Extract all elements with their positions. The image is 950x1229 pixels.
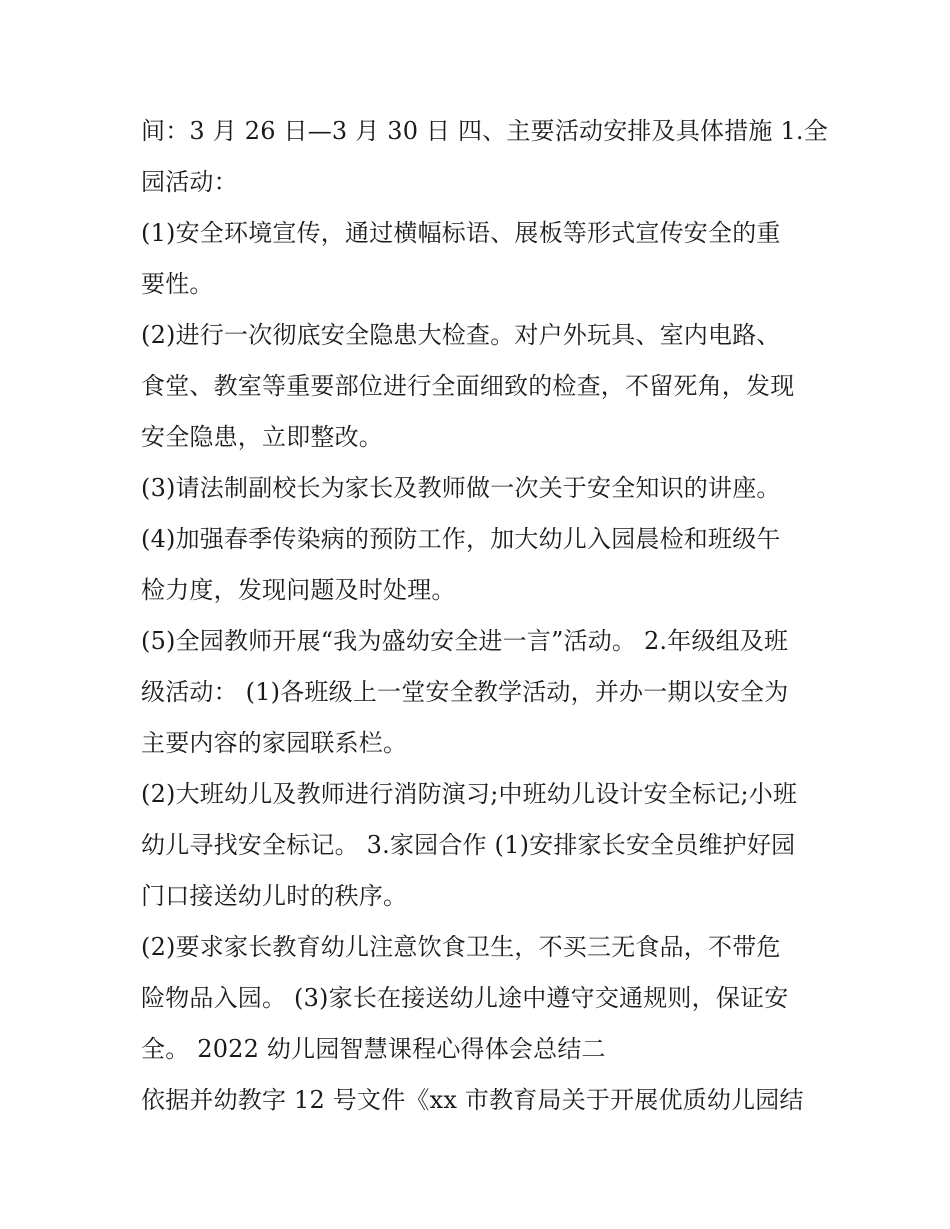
text-line: 险物品入园。 (3)家长在接送幼儿途中遵守交通规则，保证安 — [141, 984, 789, 1012]
text-line: 要性。 — [141, 270, 214, 298]
text-line: (4)加强春季传染病的预防工作，加大幼儿入园晨检和班级午 — [141, 525, 781, 553]
document-body — [141, 106, 828, 1126]
text-line: 主要内容的家园联系栏。 — [141, 729, 408, 757]
text-line: 全。 2022 幼儿园智慧课程心得体会总结二 — [141, 1035, 606, 1063]
text-line: (2)大班幼儿及教师进行消防演习;中班幼儿设计安全标记;小班 — [141, 780, 798, 808]
text-line: (3)请法制副校长为家长及教师做一次关于安全知识的讲座。 — [141, 474, 781, 502]
text-line: 园活动： — [141, 168, 238, 196]
text-line: 间：3 月 26 日—3 月 30 日 四、主要活动安排及具体措施 1.全 — [141, 117, 828, 145]
text-line: 检力度，发现问题及时处理。 — [141, 576, 456, 604]
text-line: (5)全园教师开展“我为盛幼安全进一言”活动。 2.年级组及班 — [141, 627, 789, 655]
text-line: 食堂、教室等重要部位进行全面细致的检查，不留死角，发现 — [141, 372, 795, 400]
text-line: 幼儿寻找安全标记。 3.家园合作 (1)安排家长安全员维护好园 — [141, 831, 796, 859]
text-line: (1)安全环境宣传，通过横幅标语、展板等形式宣传安全的重 — [141, 219, 781, 247]
text-line: 级活动： (1)各班级上一堂安全教学活动，并办一期以安全为 — [141, 678, 789, 706]
text-line: 门口接送幼儿时的秩序。 — [141, 882, 408, 910]
text-line: (2)进行一次彻底安全隐患大检查。对户外玩具、室内电路、 — [141, 321, 781, 349]
text-line: (2)要求家长教育幼儿注意饮食卫生，不买三无食品，不带危 — [141, 933, 781, 961]
text-line: 安全隐患，立即整改。 — [141, 423, 383, 451]
text-line: 依据并幼教字 12 号文件《xx 市教育局关于开展优质幼儿园结 — [141, 1086, 804, 1114]
